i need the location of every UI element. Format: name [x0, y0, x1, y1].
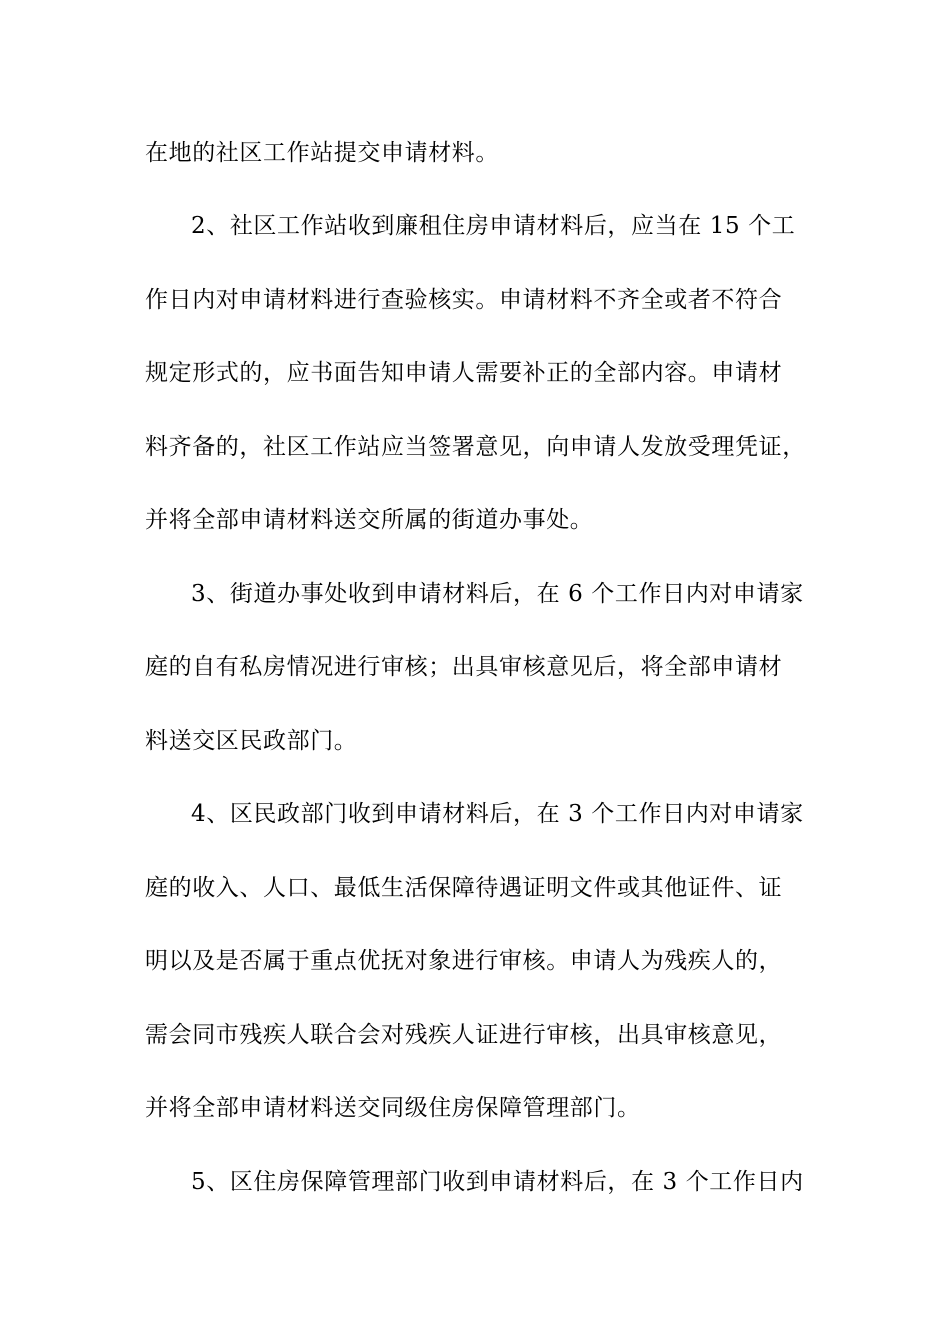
text-line: 并将全部申请材料送交所属的街道办事处。	[145, 507, 594, 533]
paragraph-5-start: 5、区住房保障管理部门收到申请材料后，在 3 个工作日内	[191, 1169, 804, 1195]
text-line: 需会同市残疾人联合会对残疾人证进行审核，出具审核意见，	[145, 1022, 783, 1048]
text-line: 料送交区民政部门。	[145, 728, 358, 754]
text-line: 作日内对申请材料进行查验核实。申请材料不齐全或者不符合	[145, 287, 783, 313]
text-line: 明以及是否属于重点优抚对象进行审核。申请人为残疾人的，	[145, 948, 783, 974]
paragraph-4-start: 4、区民政部门收到申请材料后，在 3 个工作日内对申请家	[191, 801, 804, 827]
text-line: 在地的社区工作站提交申请材料。	[145, 140, 499, 166]
text-line: 料齐备的，社区工作站应当签署意见，向申请人发放受理凭证，	[145, 434, 806, 460]
paragraph-3-start: 3、街道办事处收到申请材料后，在 6 个工作日内对申请家	[191, 581, 804, 607]
text-line: 规定形式的，应书面告知申请人需要补正的全部内容。申请材	[145, 360, 783, 386]
text-line: 庭的收入、人口、最低生活保障待遇证明文件或其他证件、证	[145, 875, 783, 901]
text-line: 庭的自有私房情况进行审核；出具审核意见后，将全部申请材	[145, 654, 783, 680]
paragraph-2-start: 2、社区工作站收到廉租住房申请材料后，应当在 15 个工	[191, 213, 796, 239]
text-line: 并将全部申请材料送交同级住房保障管理部门。	[145, 1095, 641, 1121]
